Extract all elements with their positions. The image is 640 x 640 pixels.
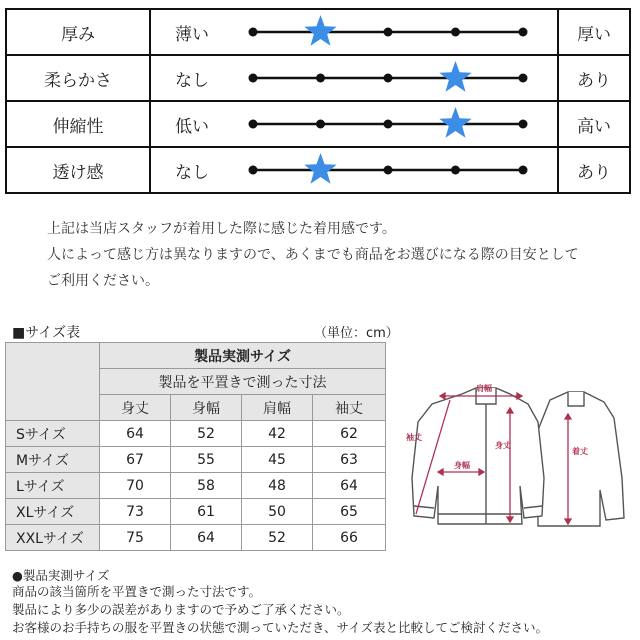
size-name-cell: XLサイズ [6,499,100,525]
column-header-width: 身幅 [171,395,242,421]
size-value-cell: 55 [171,447,242,473]
table-row [6,473,386,499]
scale-point [384,74,393,83]
feel-scale-cell [233,101,558,147]
feel-low-label: 低い [150,101,233,147]
feel-high-label: あり [558,147,630,193]
size-name-cell: Lサイズ [6,473,100,499]
feel-scale-cell [233,9,558,55]
scale-point [249,28,258,37]
note-line-2: 人によって感じ方は異なりますので、あくまでも商品をお選びになる際の目安として [47,247,579,263]
diagram-label-back-length: 着丈 [572,447,588,456]
scale-point [519,120,528,129]
scale-point [249,120,258,129]
feel-high-label: あり [558,55,630,101]
feel-high-label: 高い [558,101,630,147]
size-header-main: 製品実測サイズ [100,343,386,369]
size-table [5,342,386,551]
scale-point [519,166,528,175]
feel-scale [233,56,563,100]
size-name-cell: XXLサイズ [6,525,100,551]
feel-label: 伸縮性 [6,101,150,147]
size-value-cell: 64 [171,525,242,551]
size-value-cell: 73 [100,499,171,525]
scale-star-icon [439,61,471,92]
size-header-corner [6,343,100,421]
feel-label: 透け感 [6,147,150,193]
scale-point [519,74,528,83]
feel-low-label: 薄い [150,9,233,55]
size-value-cell: 70 [100,473,171,499]
size-value-cell: 48 [242,473,313,499]
jacket-back-view [538,392,624,526]
table-row [6,499,386,525]
footnote-heading: ●製品実測サイズ [12,568,110,583]
size-value-cell: 64 [313,473,386,499]
scale-point [384,120,393,129]
size-value-cell: 63 [313,447,386,473]
size-header-sub: 製品を平置きで測った寸法 [100,369,386,395]
feel-low-label: なし [150,147,233,193]
feel-high-label: 厚い [558,9,630,55]
feel-label: 柔らかさ [6,55,150,101]
size-value-cell: 66 [313,525,386,551]
table-row [6,447,386,473]
scale-star-icon [304,153,336,184]
scale-point [249,74,258,83]
size-value-cell: 42 [242,421,313,447]
diagram-label-length: 身丈 [495,441,511,450]
table-row [6,421,386,447]
scale-point [519,28,528,37]
footnote-line-3: お客様のお手持ちの服を平置きの状態で測っていただき、サイズ表と比較してご検討ください。 [12,620,549,635]
note-line-1: 上記は当店スタッフが着用した際に感じた着用感です。 [47,221,396,237]
size-value-cell: 65 [313,499,386,525]
scale-point [384,28,393,37]
feel-row [6,55,630,101]
scale-point [316,120,325,129]
feel-table [5,8,631,194]
scale-point [384,166,393,175]
size-table-unit: （単位：cm） [314,326,399,341]
footnote-line-1: 商品の該当箇所を平置きで測った寸法です。 [12,584,262,599]
column-header-shoulder: 肩幅 [242,395,313,421]
size-value-cell: 75 [100,525,171,551]
size-value-cell: 52 [242,525,313,551]
feel-row [6,9,630,55]
footnote-line-2: 製品により多少の誤差がありますので予めご了承ください。 [12,602,350,617]
size-value-cell: 50 [242,499,313,525]
diagram-label-width: 身幅 [454,461,470,470]
size-name-cell: Mサイズ [6,447,100,473]
scale-star-icon [304,15,336,46]
size-value-cell: 58 [171,473,242,499]
table-row [6,525,386,551]
feel-scale-cell [233,147,558,193]
feel-row [6,147,630,193]
note-line-3: ご利用ください。 [47,273,159,289]
size-value-cell: 62 [313,421,386,447]
feel-low-label: なし [150,55,233,101]
size-value-cell: 61 [171,499,242,525]
feel-label: 厚み [6,9,150,55]
size-value-cell: 52 [171,421,242,447]
scale-point [316,74,325,83]
size-table-title: ■サイズ表 [12,325,81,341]
scale-star-icon [439,107,471,138]
jacket-measurement-diagram [392,378,628,530]
column-header-sleeve: 袖丈 [313,395,386,421]
scale-point [451,166,460,175]
feel-scale-cell [233,55,558,101]
feel-scale [233,10,563,54]
scale-point [451,28,460,37]
diagram-label-shoulder: 肩幅 [476,384,492,393]
size-name-cell: Sサイズ [6,421,100,447]
size-value-cell: 45 [242,447,313,473]
scale-point [249,166,258,175]
feel-scale [233,148,563,192]
diagram-label-sleeve: 袖丈 [406,433,422,442]
jacket-front-view [412,388,544,524]
column-header-length: 身丈 [100,395,171,421]
feel-row [6,101,630,147]
size-value-cell: 67 [100,447,171,473]
feel-scale [233,102,563,146]
size-value-cell: 64 [100,421,171,447]
